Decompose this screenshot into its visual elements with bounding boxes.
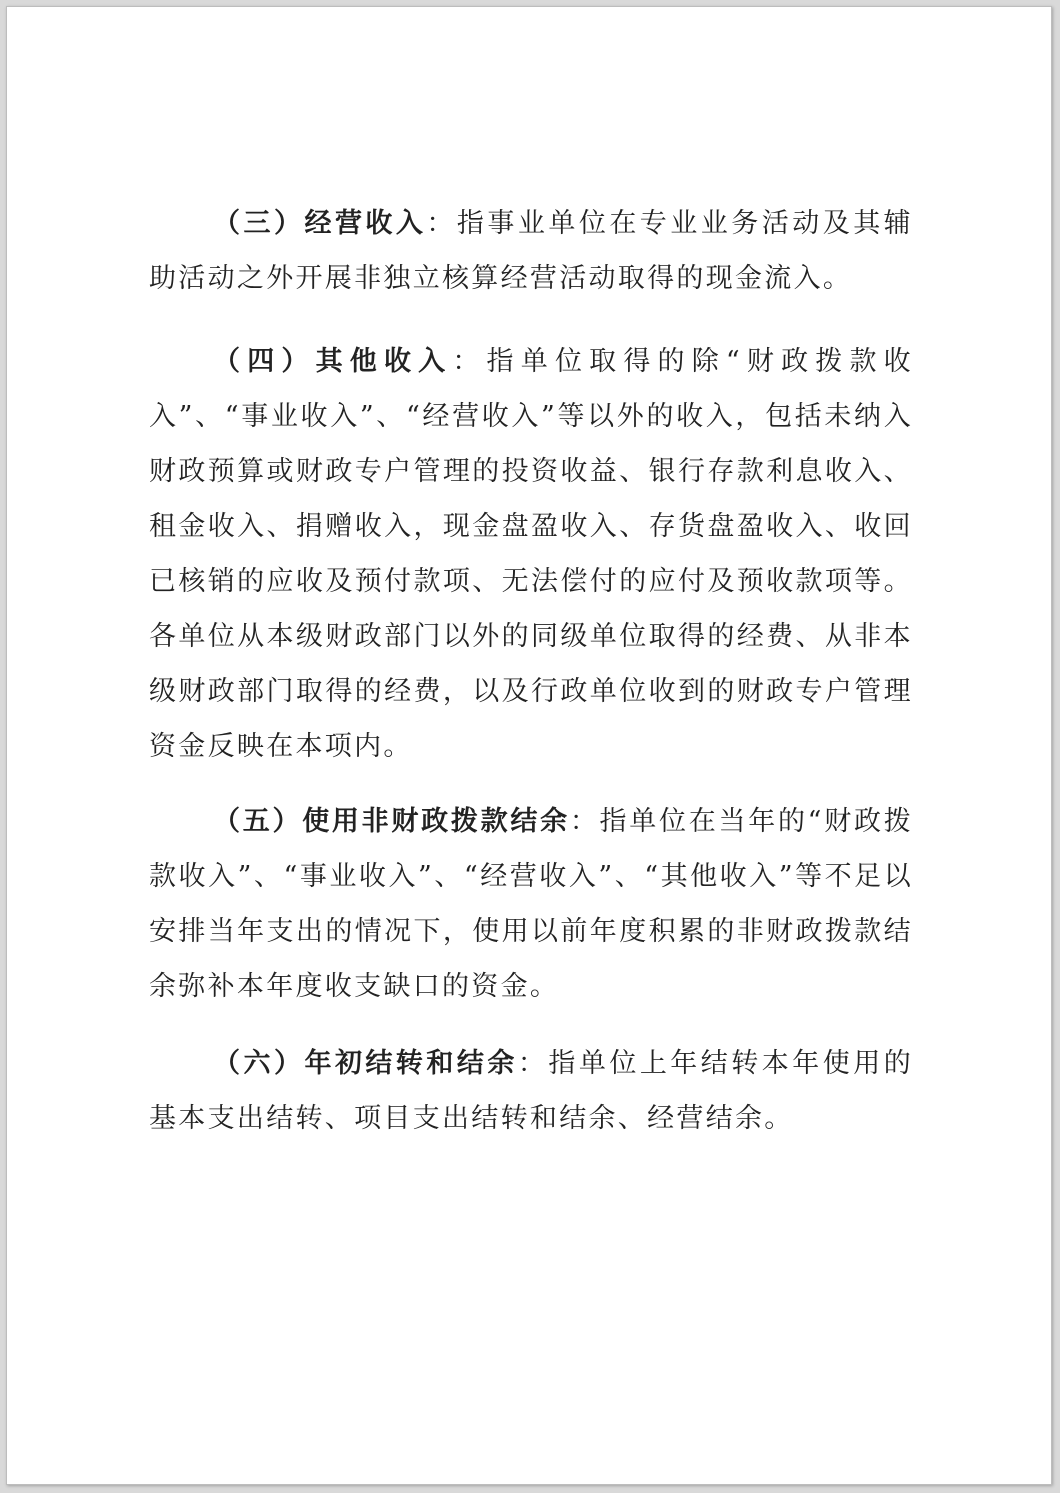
paragraph-heading: （三）经营收入 — [213, 208, 427, 239]
paragraph-carryover-surplus — [149, 1036, 913, 1146]
paragraph-other-income — [149, 334, 913, 774]
paragraph-text: ：指单位上年结转本年使用的基本支出结转、项目支出结转和结余、经营结余。 — [149, 1048, 914, 1134]
paragraph-heading: （五）使用非财政拨款结余 — [213, 806, 570, 837]
paragraph-text: ：指事业单位在专业业务活动及其辅助活动之外开展非独立核算经营活动取得的现金流入。 — [149, 208, 913, 294]
paragraph-operating-income — [149, 196, 913, 306]
paragraph-non-fiscal-surplus — [149, 794, 913, 1014]
paragraph-text: ：指单位取得的除“财政拨款收入”、“事业收入”、“经营收入”等以外的收入，包括未纳入财政预算或财政专户管理的投资收益、银行存款利息收入、租金收入、捐赠收入，现金盘盈收入、存货盘盈收入、收回已核销的应收及预付款项、无法偿付的应付及预收款项等。各单位从本级财政部门以外的同级单位取得的经费、从非本级财政部门取得的经费，以及行政单位收到的财政专户管理资金反映在本项内。 — [149, 346, 913, 762]
document-page — [6, 6, 1052, 1485]
paragraph-text: ：指单位在当年的“财政拨款收入”、“事业收入”、“经营收入”、“其他收入”等不足以安排当年支出的情况下，使用以前年度积累的非财政拨款结余弥补本年度收支缺口的资金。 — [149, 806, 913, 1002]
paragraph-heading: （六）年初结转和结余 — [213, 1048, 518, 1079]
paragraph-heading: （四）其他收入 — [213, 346, 453, 377]
